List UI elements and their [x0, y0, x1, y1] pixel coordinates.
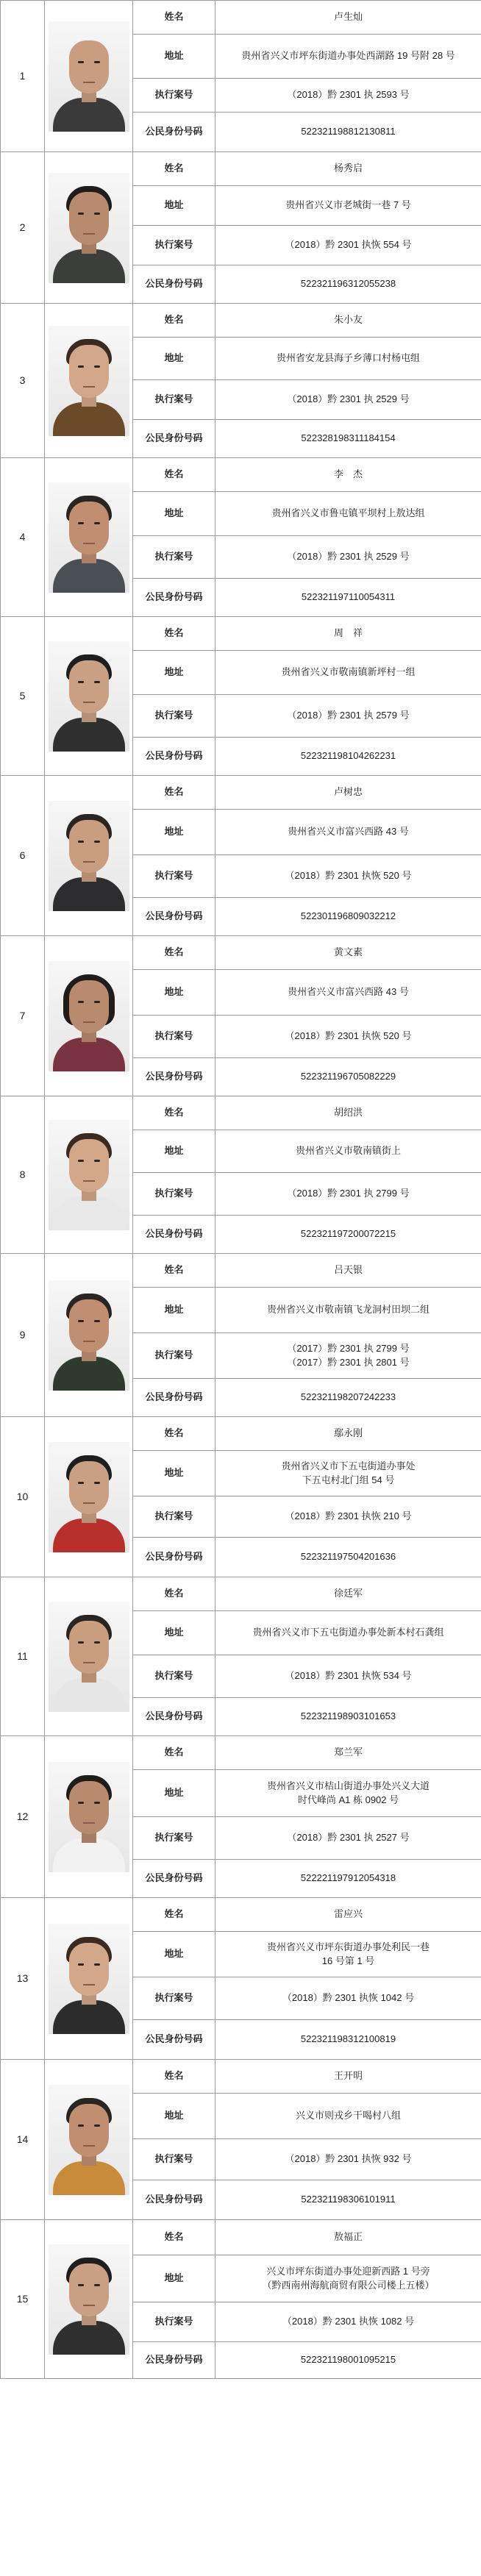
table-row — [1, 1417, 481, 1451]
table-row — [1, 458, 481, 492]
field-value-address — [215, 35, 481, 79]
address-line: 16 号第 1 号 — [321, 1955, 375, 1966]
field-label-id: 公民身份号码 — [133, 1058, 215, 1096]
field-value-address — [215, 2094, 481, 2139]
field-label-name: 姓名 — [133, 304, 215, 338]
row-number: 9 — [1, 1254, 45, 1417]
person-photo — [45, 1096, 133, 1254]
field-value-id: 522321198812130811 — [215, 113, 481, 152]
field-value-case — [215, 1655, 481, 1698]
field-value-address — [215, 338, 481, 380]
field-label-name: 姓名 — [133, 1096, 215, 1130]
row-number: 3 — [1, 304, 45, 458]
field-value-case — [215, 1333, 481, 1379]
field-label-name: 姓名 — [133, 458, 215, 492]
field-value-id: 522321197504201636 — [215, 1538, 481, 1577]
row-number: 2 — [1, 152, 45, 304]
field-value-id: 522221197912054318 — [215, 1860, 481, 1898]
field-value-case — [215, 536, 481, 579]
table-row — [1, 936, 481, 970]
field-label-case: 执行案号 — [133, 536, 215, 579]
row-number: 6 — [1, 776, 45, 936]
field-label-id: 公民身份号码 — [133, 420, 215, 458]
field-label-name: 姓名 — [133, 1417, 215, 1451]
table-row — [1, 1736, 481, 1770]
field-label-case: 执行案号 — [133, 2302, 215, 2342]
field-label-id: 公民身份号码 — [133, 1698, 215, 1736]
field-label-name: 姓名 — [133, 1, 215, 35]
field-value-address — [215, 1288, 481, 1333]
field-label-id: 公民身份号码 — [133, 1216, 215, 1254]
case-line: （2018）黔 2301 执 2799 号 — [287, 1188, 410, 1199]
table-row — [1, 2220, 481, 2255]
portrait-image — [49, 801, 129, 911]
field-label-address: 地址 — [133, 186, 215, 226]
field-label-id: 公民身份号码 — [133, 2180, 215, 2220]
field-label-case: 执行案号 — [133, 1977, 215, 2020]
field-value-address — [215, 1770, 481, 1817]
person-photo — [45, 1736, 133, 1898]
person-photo — [45, 2220, 133, 2379]
field-value-id: 522301196809032212 — [215, 898, 481, 936]
case-line: （2018）黔 2301 执 2527 号 — [287, 1832, 410, 1844]
field-label-case: 执行案号 — [133, 1496, 215, 1538]
field-label-id: 公民身份号码 — [133, 1379, 215, 1417]
field-value-case — [215, 226, 481, 265]
field-value-name: 胡绍洪 — [215, 1096, 481, 1130]
person-photo — [45, 617, 133, 776]
field-label-id: 公民身份号码 — [133, 2020, 215, 2060]
address-line: 下五屯村北门组 54 号 — [302, 1474, 395, 1485]
field-value-case — [215, 2302, 481, 2342]
field-value-id: 522321198903101653 — [215, 1698, 481, 1736]
field-value-id: 522321198001095215 — [215, 2342, 481, 2379]
portrait-image — [49, 1442, 129, 1552]
field-value-id: 522321198207242233 — [215, 1379, 481, 1417]
portrait-image — [49, 326, 129, 436]
field-value-name: 敖福正 — [215, 2220, 481, 2255]
field-label-name: 姓名 — [133, 1577, 215, 1611]
field-label-case: 执行案号 — [133, 1333, 215, 1379]
field-label-address: 地址 — [133, 35, 215, 79]
portrait-image — [49, 2244, 129, 2355]
table-row — [1, 1898, 481, 1932]
field-value-case — [215, 380, 481, 420]
portrait-image — [49, 1762, 129, 1872]
field-label-case: 执行案号 — [133, 226, 215, 265]
row-number: 1 — [1, 1, 45, 152]
address-line: 贵州省兴义市下五屯街道办事处 — [281, 1460, 416, 1471]
case-line: （2018）黔 2301 执 2529 号 — [287, 551, 410, 563]
field-label-name: 姓名 — [133, 776, 215, 810]
table-row — [1, 1, 481, 35]
portrait-image — [49, 1280, 129, 1391]
field-value-name: 卢树忠 — [215, 776, 481, 810]
person-photo — [45, 1254, 133, 1417]
row-number: 12 — [1, 1736, 45, 1898]
row-number: 11 — [1, 1577, 45, 1736]
field-value-case — [215, 1977, 481, 2020]
field-label-id: 公民身份号码 — [133, 2342, 215, 2379]
person-photo — [45, 1417, 133, 1577]
field-value-id: 522321198312100819 — [215, 2020, 481, 2060]
field-value-id: 522321196312055238 — [215, 265, 481, 304]
address-line: 贵州省兴义市坪东街道办事处西湖路 19 号附 28 号 — [241, 50, 455, 62]
field-label-address: 地址 — [133, 1770, 215, 1817]
table-row — [1, 2060, 481, 2094]
field-value-address — [215, 2255, 481, 2302]
field-label-id: 公民身份号码 — [133, 265, 215, 304]
address-line: 贵州省兴义市坪东街道办事处利民一巷 — [266, 1941, 430, 1952]
portrait-image — [49, 482, 129, 593]
field-value-address — [215, 1451, 481, 1496]
address-line: 贵州省兴义市敬南镇新坪村一组 — [281, 666, 416, 678]
field-value-address — [215, 970, 481, 1016]
field-label-name: 姓名 — [133, 1736, 215, 1770]
field-label-name: 姓名 — [133, 617, 215, 651]
field-value-name: 杨秀启 — [215, 152, 481, 186]
address-line: 兴义市则戎乡干喝村八组 — [295, 2110, 401, 2122]
field-label-case: 执行案号 — [133, 380, 215, 420]
portrait-image — [49, 641, 129, 752]
field-label-address: 地址 — [133, 1130, 215, 1173]
field-label-id: 公民身份号码 — [133, 1860, 215, 1898]
field-value-case — [215, 1496, 481, 1538]
field-value-address — [215, 186, 481, 226]
address-line: 兴义市坪东街道办事处迎新西路 1 号旁 — [266, 2265, 430, 2277]
field-label-id: 公民身份号码 — [133, 738, 215, 776]
field-value-address — [215, 810, 481, 855]
field-label-case: 执行案号 — [133, 1817, 215, 1860]
case-line: （2018）黔 2301 执恢 1042 号 — [282, 1992, 415, 2004]
person-photo — [45, 776, 133, 936]
field-label-case: 执行案号 — [133, 1016, 215, 1058]
person-photo — [45, 152, 133, 304]
field-value-id: 522321198104262231 — [215, 738, 481, 776]
field-value-address — [215, 1611, 481, 1655]
case-line: （2018）黔 2301 执 2529 号 — [287, 393, 410, 405]
case-line: （2018）黔 2301 执恢 554 号 — [285, 239, 412, 251]
field-label-name: 姓名 — [133, 2060, 215, 2094]
field-label-name: 姓名 — [133, 152, 215, 186]
field-label-id: 公民身份号码 — [133, 579, 215, 617]
address-line: 贵州省兴义市下五屯街道办事处新本村石龚组 — [252, 1627, 444, 1638]
case-line: （2018）黔 2301 执恢 520 号 — [285, 1030, 412, 1042]
address-line: 贵州省安龙县海子乡薄口村杨屯组 — [276, 352, 420, 364]
field-value-id: 522321197200072215 — [215, 1216, 481, 1254]
field-label-address: 地址 — [133, 1611, 215, 1655]
table-row — [1, 1254, 481, 1288]
table-row — [1, 152, 481, 186]
address-line: 贵州省兴义市鲁屯镇平坝村上敖达组 — [271, 507, 425, 519]
field-value-address — [215, 651, 481, 695]
field-label-name: 姓名 — [133, 2220, 215, 2255]
field-label-case: 执行案号 — [133, 1655, 215, 1698]
field-value-case — [215, 1016, 481, 1058]
case-line: （2018）黔 2301 执 2593 号 — [287, 89, 410, 101]
person-photo — [45, 936, 133, 1096]
field-value-name: 徐廷军 — [215, 1577, 481, 1611]
person-photo — [45, 1577, 133, 1736]
row-number: 14 — [1, 2060, 45, 2220]
field-value-name: 鄢永刚 — [215, 1417, 481, 1451]
row-number: 8 — [1, 1096, 45, 1254]
field-value-name: 周 祥 — [215, 617, 481, 651]
address-line: 贵州省兴义市敬南镇街上 — [295, 1145, 401, 1157]
field-value-address — [215, 1130, 481, 1173]
portrait-image — [49, 961, 129, 1071]
field-value-case — [215, 695, 481, 738]
portrait-image — [49, 1120, 129, 1230]
person-photo — [45, 1, 133, 152]
table-row — [1, 617, 481, 651]
field-value-address — [215, 1932, 481, 1977]
field-value-id: 522328198311184154 — [215, 420, 481, 458]
field-label-name: 姓名 — [133, 1898, 215, 1932]
field-value-address — [215, 492, 481, 536]
field-label-id: 公民身份号码 — [133, 113, 215, 152]
address-line: 贵州省兴义市桔山街道办事处兴义大道 — [266, 1780, 430, 1791]
row-number: 5 — [1, 617, 45, 776]
field-label-address: 地址 — [133, 338, 215, 380]
person-photo — [45, 1898, 133, 2060]
field-label-case: 执行案号 — [133, 79, 215, 113]
case-line: （2018）黔 2301 执恢 534 号 — [285, 1670, 412, 1682]
field-label-case: 执行案号 — [133, 1173, 215, 1216]
field-label-name: 姓名 — [133, 1254, 215, 1288]
table-row — [1, 1096, 481, 1130]
field-label-id: 公民身份号码 — [133, 898, 215, 936]
table-row — [1, 304, 481, 338]
row-number: 4 — [1, 458, 45, 617]
field-value-case — [215, 79, 481, 113]
field-label-address: 地址 — [133, 970, 215, 1016]
case-line: （2018）黔 2301 执 2579 号 — [287, 710, 410, 721]
field-label-address: 地址 — [133, 651, 215, 695]
field-value-name: 王开明 — [215, 2060, 481, 2094]
field-label-address: 地址 — [133, 492, 215, 536]
row-number: 7 — [1, 936, 45, 1096]
field-value-case — [215, 1817, 481, 1860]
field-value-name: 黄文素 — [215, 936, 481, 970]
field-value-name: 朱小友 — [215, 304, 481, 338]
case-line: （2018）黔 2301 执恢 932 号 — [285, 2153, 412, 2165]
case-line: （2017）黔 2301 执 2799 号 — [287, 1342, 410, 1354]
field-label-address: 地址 — [133, 810, 215, 855]
field-label-address: 地址 — [133, 1451, 215, 1496]
portrait-image — [49, 2085, 129, 2195]
field-value-name: 雷应兴 — [215, 1898, 481, 1932]
field-value-name: 李 杰 — [215, 458, 481, 492]
field-value-case — [215, 1173, 481, 1216]
case-line: （2018）黔 2301 执恢 1082 号 — [282, 2316, 415, 2327]
address-line: 时代峰尚 A1 栋 0902 号 — [297, 1794, 399, 1805]
case-line: （2018）黔 2301 执恢 210 号 — [285, 1510, 412, 1522]
field-label-case: 执行案号 — [133, 695, 215, 738]
address-line: 贵州省兴义市老城街一巷 7 号 — [285, 199, 411, 211]
person-photo — [45, 2060, 133, 2220]
portrait-image — [49, 1602, 129, 1712]
field-label-address: 地址 — [133, 1288, 215, 1333]
address-line: 贵州省兴义市富兴西路 43 号 — [288, 826, 409, 838]
address-line: 贵州省兴义市富兴西路 43 号 — [288, 986, 409, 998]
field-label-address: 地址 — [133, 2094, 215, 2139]
field-label-id: 公民身份号码 — [133, 1538, 215, 1577]
person-photo — [45, 304, 133, 458]
row-number: 13 — [1, 1898, 45, 2060]
portrait-image — [49, 21, 129, 132]
field-label-case: 执行案号 — [133, 855, 215, 898]
field-value-id: 522321196705082229 — [215, 1058, 481, 1096]
portrait-image — [49, 173, 129, 283]
field-label-address: 地址 — [133, 2255, 215, 2302]
field-value-case — [215, 855, 481, 898]
case-line: （2018）黔 2301 执恢 520 号 — [285, 870, 412, 882]
field-value-id: 522321197110054311 — [215, 579, 481, 617]
portrait-image — [49, 1924, 129, 2034]
field-value-name: 吕天银 — [215, 1254, 481, 1288]
row-number: 10 — [1, 1417, 45, 1577]
address-line: （黔西南州海航商贸有限公司楼上五楼） — [262, 2279, 435, 2291]
field-value-case — [215, 2139, 481, 2180]
field-label-case: 执行案号 — [133, 2139, 215, 2180]
field-value-name: 卢生灿 — [215, 1, 481, 35]
table-row — [1, 776, 481, 810]
table-body — [1, 1, 481, 2379]
person-photo — [45, 458, 133, 617]
case-line: （2017）黔 2301 执 2801 号 — [287, 1356, 410, 1368]
row-number: 15 — [1, 2220, 45, 2379]
table-row — [1, 1577, 481, 1611]
address-line: 贵州省兴义市敬南镇飞龙洞村田坝二组 — [266, 1304, 430, 1316]
field-label-address: 地址 — [133, 1932, 215, 1977]
field-value-name: 郑兰军 — [215, 1736, 481, 1770]
field-label-name: 姓名 — [133, 936, 215, 970]
field-value-id: 522321198306101911 — [215, 2180, 481, 2220]
